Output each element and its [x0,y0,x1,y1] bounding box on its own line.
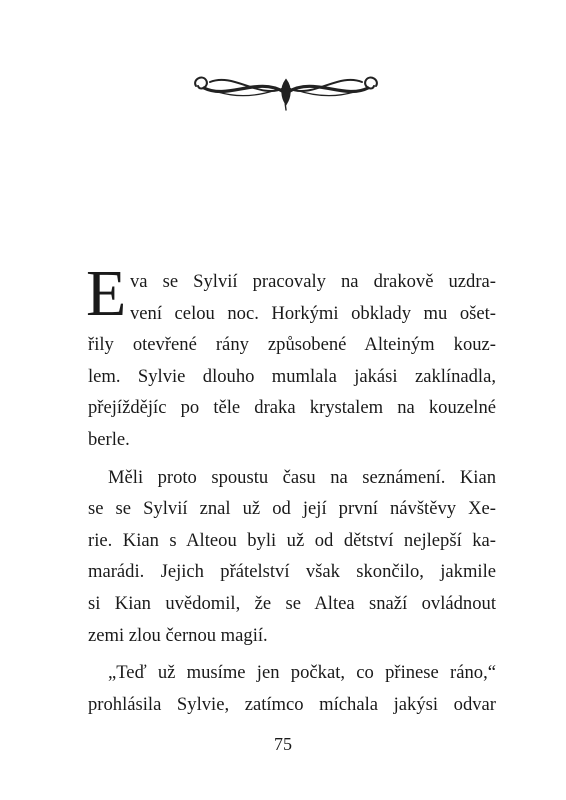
paragraph-1 [86,257,496,456]
text-line: řily otevřené rány způsobené Alteiným kouz- [88,334,496,356]
drop-cap: E [86,257,127,330]
text-line: vení celou noc. Horkými obklady mu ošet- [130,302,496,324]
text-line: va se Sylvií pracovaly na drakově uzdra- [130,271,496,292]
ornament-flourish-icon [188,66,384,112]
text-line: berle. [88,428,130,450]
text-line: „Teď už musíme jen počkat, co přinese ráno,“ [108,662,496,684]
text-line: se se Sylvií znal už od její první návštěvy Xe- [88,498,496,520]
text-line: marádi. Jejich přátelství však skončilo, jakmile [88,561,496,583]
paragraph-2 [88,462,496,652]
text-line: Měli proto spoustu času na seznámení. Kian [108,466,496,488]
chapter-text [86,257,496,726]
text-line: rie. Kian s Alteou byli už od dětství nejlepší ka- [88,529,496,551]
text-line: zemi zlou černou magií. [88,624,268,646]
paragraph-3 [88,657,496,720]
text-line: přejíždějíc po těle draka krystalem na kouzelné [88,397,496,419]
page-number: 75 [274,734,292,754]
text-line: prohlásila Sylvie, zatímco míchala jakýsi odvar [88,693,496,715]
text-line: si Kian uvědomil, že se Altea snaží ovládnout [88,592,496,614]
text-line: lem. Sylvie dlouho mumlala jakási zaklínadla, [88,365,496,387]
